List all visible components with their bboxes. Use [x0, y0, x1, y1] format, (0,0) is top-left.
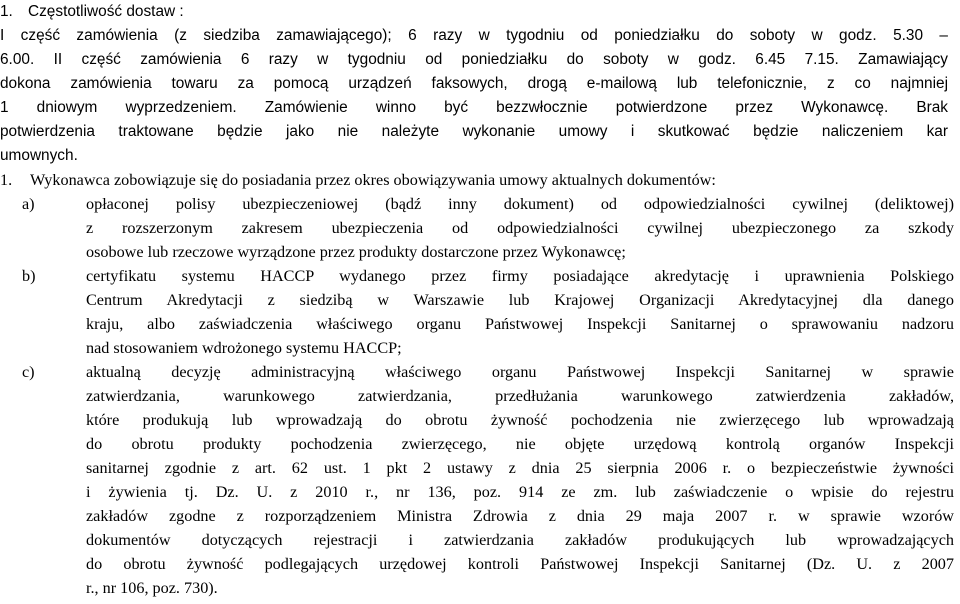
- list-item-line: kraju, albo zaświadczenia właściwego organu Państwowej Inspekcji Sanitarnej o sprawowaniu nadzoru: [86, 315, 954, 333]
- section-number: 1.: [0, 171, 13, 189]
- list-item-line: i żywienia tj. Dz. U. z 2010 r., nr 136, poz. 914 ze zm. lub zaświadczenie o wpisie do rejestru: [86, 483, 954, 501]
- list-item-line: opłaconej polisy ubezpieczeniowej (bądź inny dokument) od odpowiedzialności cywilnej (deliktowej): [86, 195, 954, 213]
- list-item-line: Centrum Akredytacji z siedzibą w Warszawie lub Krajowej Organizacji Akredytacyjnej dla danego: [86, 291, 954, 309]
- list-item-line: zatwierdzania, warunkowego zatwierdzania, przedłużania warunkowego zatwierdzenia zakładów,: [86, 387, 954, 405]
- list-item-line: do obrotu żywność podlegających urzędowej kontroli Państwowej Inspekcji Sanitarnej (Dz. U. z 2007: [86, 555, 954, 573]
- paragraph-line: dokona zamówienia towaru za pomocą urządzeń faksowych, drogą e-mailową lub telefonicznie, z co najmniej: [0, 75, 948, 92]
- list-item-line: r., nr 106, poz. 730).: [86, 579, 218, 597]
- paragraph-line: umownych.: [0, 147, 78, 164]
- list-item-line: które produkują lub wprowadzają do obrotu żywność pochodzenia nie zwierzęcego lub wprowadzają: [86, 411, 954, 429]
- list-item-line: nad stosowaniem wdrożonego systemu HACCP;: [86, 339, 402, 357]
- list-item-line: sanitarnej zgodnie z art. 62 ust. 1 pkt 2 ustawy z dnia 25 sierpnia 2006 r. o bezpieczeństwie żywności: [86, 459, 954, 477]
- paragraph-line: 6.00. II część zamówienia 6 razy w tygodniu od poniedziałku do soboty w godz. 6.45 7.15. Zamawiający: [0, 51, 948, 68]
- list-item-line: aktualną decyzję administracyjną właściwego organu Państwowej Inspekcji Sanitarnej w sprawie: [86, 363, 954, 381]
- section-intro: Wykonawca zobowiązuje się do posiadania przez okres obowiązywania umowy aktualnych dokumentów:: [30, 171, 716, 189]
- section-number: 1.: [0, 3, 13, 20]
- list-item-line: certyfikatu systemu HACCP wydanego przez firmy posiadające akredytację i uprawnienia Polskiego: [86, 267, 954, 285]
- paragraph-line: I część zamówienia (z siedziba zamawiającego); 6 razy w tygodniu od poniedziałku do soboty w godz. 5.30 –: [0, 27, 948, 44]
- list-item-label: b): [22, 267, 36, 285]
- list-item-line: zakładów zgodne z rozporządzeniem Ministra Zdrowia z dnia 29 maja 2007 r. w sprawie wzorów: [86, 507, 954, 525]
- paragraph-line: potwierdzenia traktowane będzie jako nie należyte wykonanie umowy i skutkować będzie naliczeniem kar: [0, 123, 948, 140]
- section-heading: Częstotliwość dostaw :: [28, 3, 184, 20]
- list-item-line: osobowe lub rzeczowe wyrządzone przez produkty dostarczone przez Wykonawcę;: [86, 243, 626, 261]
- list-item-label: a): [22, 195, 35, 213]
- list-item-line: do obrotu produkty pochodzenia zwierzęcego, nie objęte urzędową kontrolą organów Inspekcji: [86, 435, 954, 453]
- list-item-label: c): [22, 363, 35, 381]
- list-item-line: dokumentów dotyczących rejestracji i zatwierdzania zakładów produkujących lub wprowadzających: [86, 531, 954, 549]
- paragraph-line: 1 dniowym wyprzedzeniem. Zamówienie winno być bezzwłocznie potwierdzone przez Wykonawcę. Brak: [0, 99, 948, 116]
- list-item-line: z rozszerzonym zakresem ubezpieczenia od odpowiedzialności cywilnej ubezpieczonego za szkody: [86, 219, 954, 237]
